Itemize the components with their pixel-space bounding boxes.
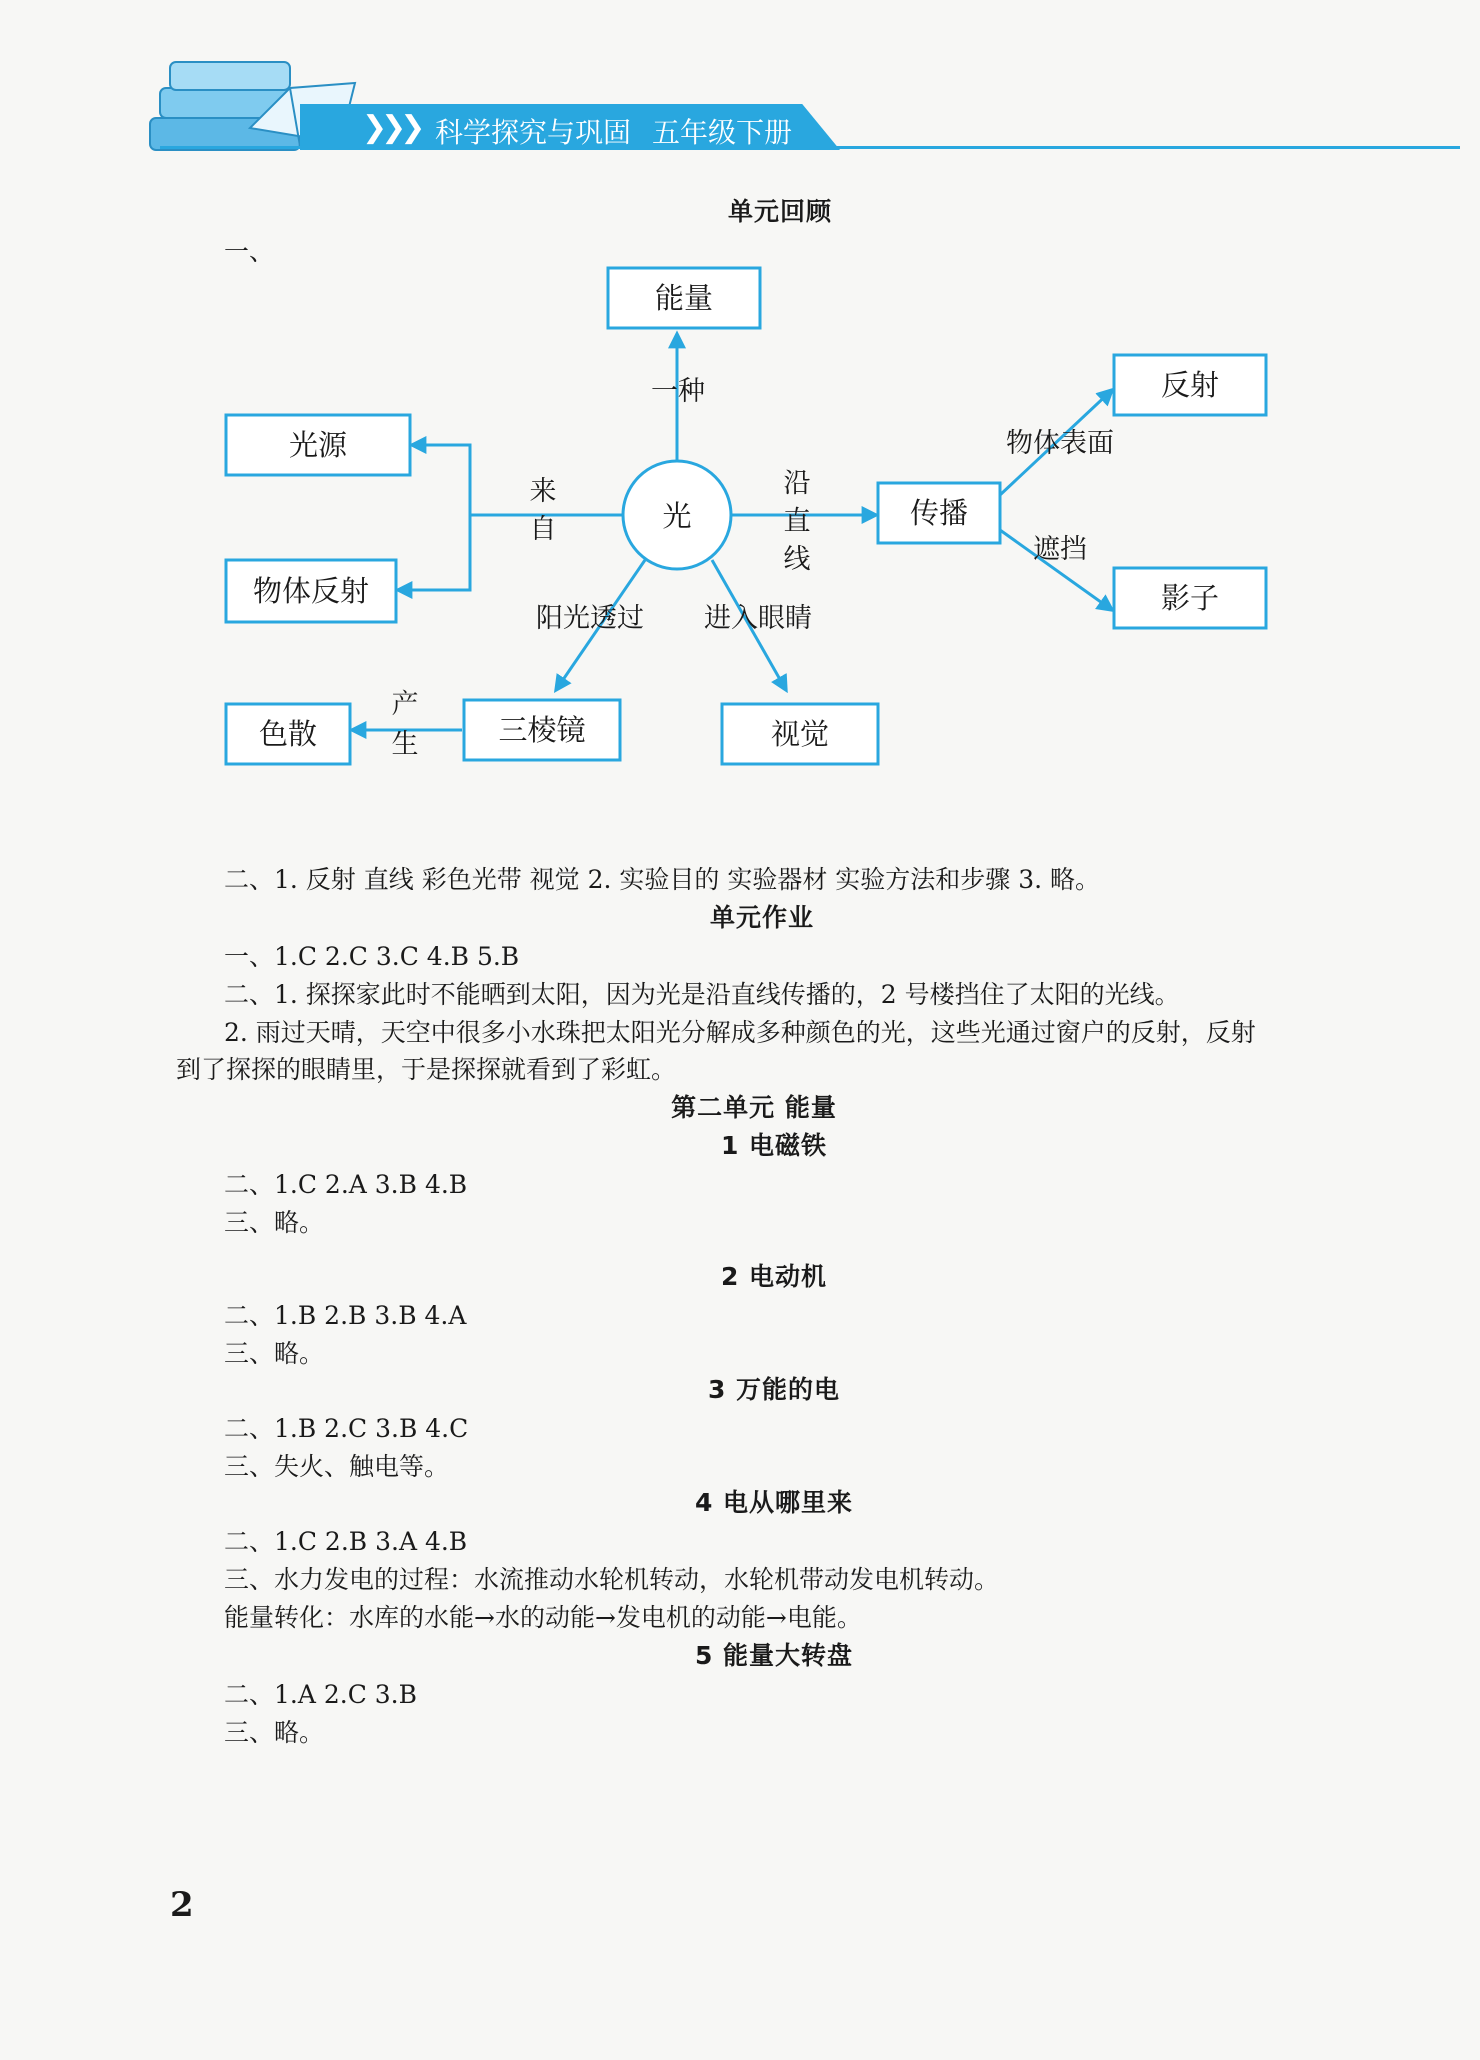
node-energy: 能量 xyxy=(654,281,714,315)
lesson-5-line-2: 三、略。 xyxy=(224,1718,325,1747)
lesson-4-line-2: 三、水力发电的过程：水流推动水轮机转动，水轮机带动发电机转动。 xyxy=(224,1565,1000,1594)
edge-label-a-kind: 一种 xyxy=(651,376,705,407)
homework-q2-2b: 到了探探的眼睛里，于是探探就看到了彩虹。 xyxy=(176,1055,677,1084)
lesson-4-title: 4 电从哪里来 xyxy=(694,1488,854,1517)
homework-heading: 单元作业 xyxy=(709,903,814,932)
edge-center-source xyxy=(412,445,623,515)
edge-label-enter-eyes: 进入眼睛 xyxy=(704,603,812,634)
light-mindmap xyxy=(0,250,1480,810)
lesson-3-line-2: 三、失火、触电等。 xyxy=(224,1452,450,1481)
chevron-right-icon: ❯❯❯ xyxy=(362,110,420,145)
homework-q2-2a: 2. 雨过天晴，天空中很多小水珠把太阳光分解成多种颜色的光，这些光通过窗户的反射，反射 xyxy=(224,1018,1256,1047)
page-header xyxy=(0,0,1480,200)
unit2-heading: 第二单元 能量 xyxy=(671,1093,837,1122)
book-grade: 五年级下册 xyxy=(652,116,793,149)
edge-label-produce-2: 生 xyxy=(391,729,419,760)
edge-label-along-1: 沿 xyxy=(783,468,811,499)
lesson-2-line-1: 二、1.B 2.B 3.B 4.A xyxy=(224,1301,467,1330)
lesson-2-title: 2 电动机 xyxy=(720,1262,828,1291)
edge-label-block: 遮挡 xyxy=(1033,534,1087,565)
node-dispersion: 色散 xyxy=(258,717,318,751)
edge-label-surface: 物体表面 xyxy=(1006,428,1114,459)
lesson-2-line-2: 三、略。 xyxy=(224,1339,325,1368)
review-part1-label: 一、 xyxy=(224,237,275,266)
edge-label-comes-from-2: 自 xyxy=(529,514,557,545)
node-propagate: 传播 xyxy=(909,496,969,530)
mindmap-center: 光 xyxy=(662,499,692,533)
homework-q1: 一、1.C 2.C 3.C 4.B 5.B xyxy=(224,942,520,971)
node-source: 光源 xyxy=(288,428,348,462)
lesson-5-title: 5 能量大转盘 xyxy=(694,1641,854,1670)
review-part2: 二、1. 反射 直线 彩色光带 视觉 2. 实验目的 实验器材 实验方法和步骤 3. 略。 xyxy=(224,865,1101,894)
lesson-3-title: 3 万能的电 xyxy=(707,1375,841,1404)
lesson-1-line-1: 二、1.C 2.A 3.B 4.B xyxy=(224,1170,468,1199)
edge-label-sunlight-through: 阳光透过 xyxy=(536,603,644,634)
lesson-1-title: 1 电磁铁 xyxy=(720,1131,828,1160)
lesson-1-line-2: 三、略。 xyxy=(224,1208,325,1237)
page-number: 2 xyxy=(170,1885,194,1925)
edge-center-reflect-obj xyxy=(398,515,470,590)
edge-label-along-2: 直 xyxy=(783,506,811,537)
edge-label-comes-from-1: 来 xyxy=(529,476,557,507)
node-prism: 三棱镜 xyxy=(498,713,586,747)
review-heading: 单元回顾 xyxy=(727,197,832,226)
edge-label-along-3: 线 xyxy=(783,544,811,575)
node-vision: 视觉 xyxy=(770,717,830,751)
homework-q2-1: 二、1. 探探家此时不能晒到太阳，因为光是沿直线传播的，2 号楼挡住了太阳的光线。 xyxy=(224,980,1180,1009)
edge-label-produce-1: 产 xyxy=(391,689,419,720)
lesson-5-line-1: 二、1.A 2.C 3.B xyxy=(224,1680,418,1709)
node-reflect-obj: 物体反射 xyxy=(252,574,370,608)
lesson-4-line-1: 二、1.C 2.B 3.A 4.B xyxy=(224,1527,468,1556)
node-reflection: 反射 xyxy=(1160,368,1220,402)
lesson-3-line-1: 二、1.B 2.C 3.B 4.C xyxy=(224,1414,469,1443)
node-shadow: 影子 xyxy=(1160,581,1220,615)
book-title: 科学探究与巩固 xyxy=(435,116,632,149)
lesson-4-line-3: 能量转化：水库的水能→水的动能→发电机的动能→电能。 xyxy=(224,1603,862,1632)
